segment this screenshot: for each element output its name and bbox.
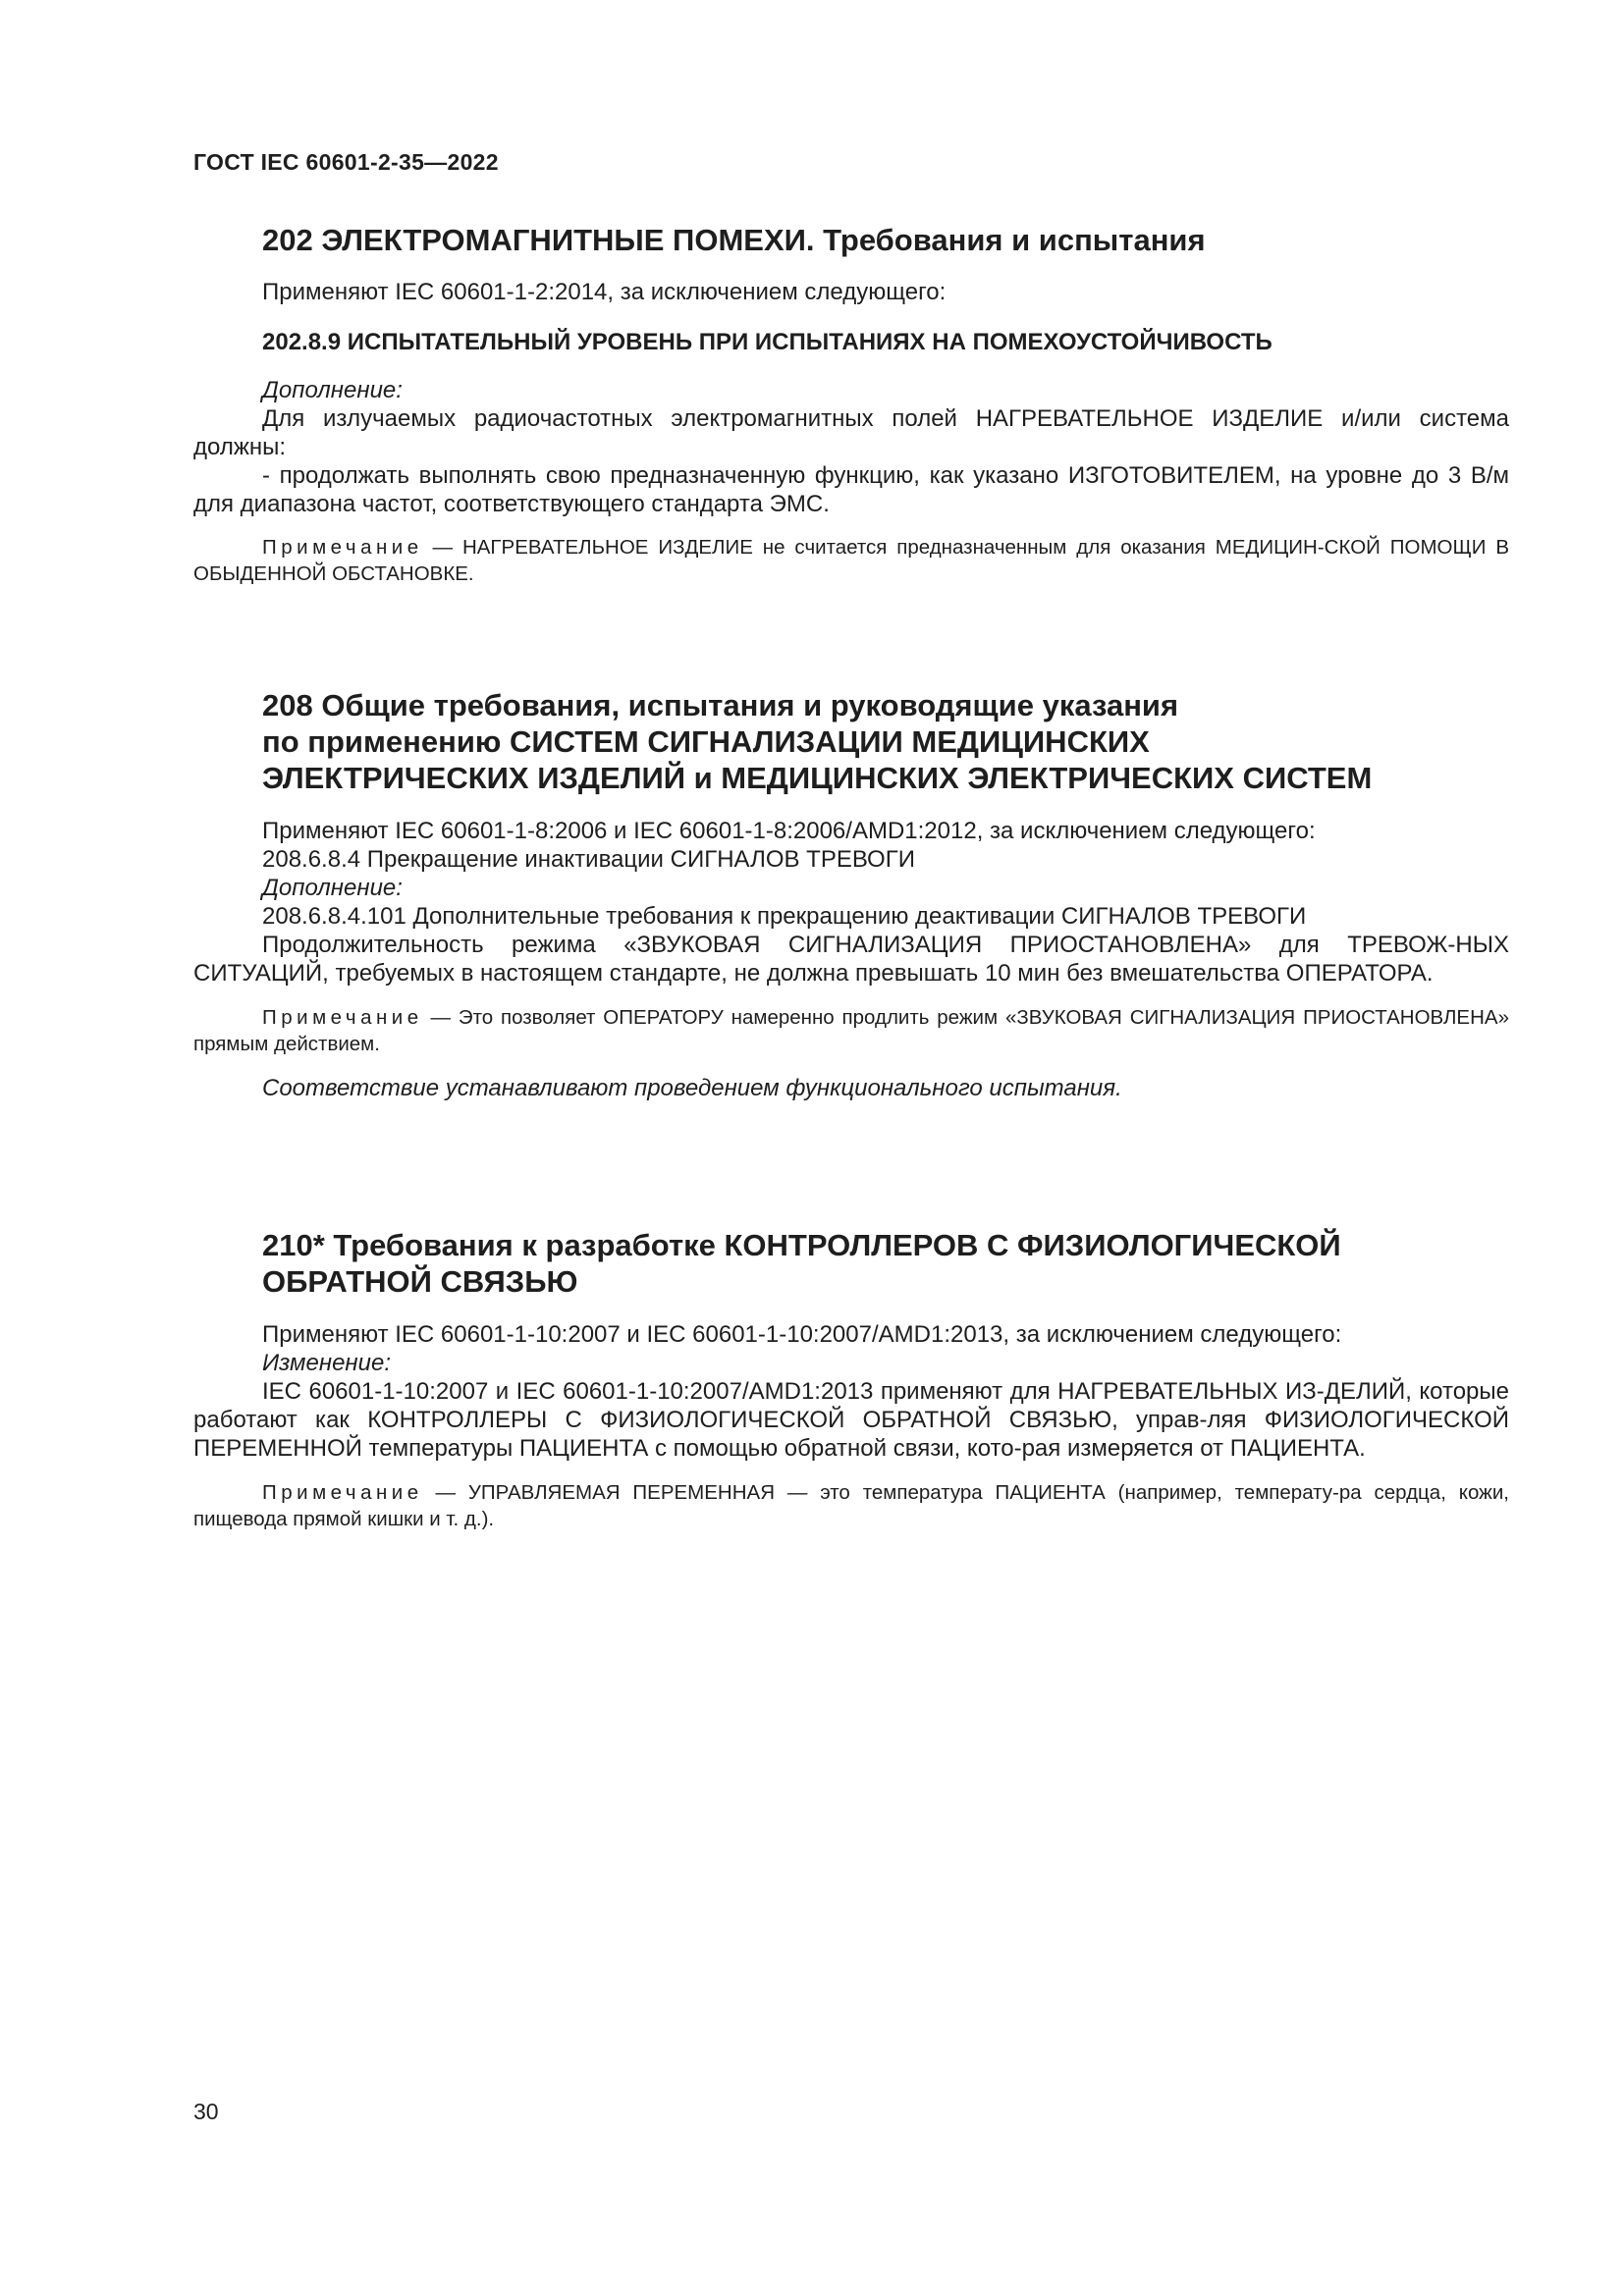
section-210-paragraph-1: IEC 60601-1-10:2007 и IEC 60601-1-10:2007/AMD1:2013 применяют для НАГРЕВАТЕЛЬНЫХ ИЗ-ДЕЛИЙ, которые работают как КОНТРОЛЛЕРЫ С ФИЗИОЛОГИЧЕСКОЙ ОБРАТНОЙ СВЯЗЬЮ, управ-ляя ФИЗИОЛОГИЧЕСКОЙ ПЕРЕМЕННОЙ температуры ПАЦИЕНТА с помощью обратной связи, кото-рая измеряется от ПАЦИЕНТА. — [193, 1378, 1509, 1462]
section-208-compliance: Соответствие устанавливают проведением функционального испытания. — [262, 1075, 1122, 1101]
section-210-note — [193, 1479, 1509, 1532]
section-202-addition-label: Дополнение: — [262, 377, 403, 403]
section-208-paragraph-1: Продолжительность режима «ЗВУКОВАЯ СИГНАЛИЗАЦИЯ ПРИОСТАНОВЛЕНА» для ТРЕВОЖ-НЫХ СИТУАЦИЙ, требуемых в настоящем стандарте, не должна превышать 10 мин без вмешательства ОПЕРАТОРА. — [193, 932, 1509, 987]
section-210-title-line-2: ОБРАТНОЙ СВЯЗЬЮ — [262, 1264, 578, 1299]
section-202 — [193, 222, 1509, 587]
note-text: — НАГРЕВАТЕЛЬНОЕ ИЗДЕЛИЕ не считается предназначенным для оказания МЕДИЦИН-СКОЙ ПОМОЩИ В ОБЫДЕННОЙ ОБСТАНОВКЕ. — [193, 536, 1509, 585]
section-208-item-2: 208.6.8.4.101 Дополнительные требования к прекращению деактивации СИГНАЛОВ ТРЕВОГИ — [262, 903, 1307, 930]
section-210-apply: Применяют IEC 60601-1-10:2007 и IEC 60601-1-10:2007/AMD1:2013, за исключением следующего: — [262, 1321, 1342, 1348]
section-202-title: 202 ЭЛЕКТРОМАГНИТНЫЕ ПОМЕХИ. Требования и испытания — [262, 223, 1206, 257]
section-202-paragraph-2: - продолжать выполнять свою предназначенную функцию, как указано ИЗГОТОВИТЕЛЕМ, на уровне до 3 В/м для диапазона частот, соответствующего стандарта ЭМС. — [193, 462, 1509, 517]
section-208-title-line-3: ЭЛЕКТРИЧЕСКИХ ИЗДЕЛИЙ и МЕДИЦИНСКИХ ЭЛЕКТРИЧЕСКИХ СИСТЕМ — [262, 761, 1373, 795]
note-label: Примечание — [262, 1481, 423, 1504]
section-208-apply: Применяют IEC 60601-1-8:2006 и IEC 60601-1-8:2006/AMD1:2012, за исключением следующего: — [262, 818, 1316, 844]
note-text: — Это позволяет ОПЕРАТОРУ намеренно продлить режим «ЗВУКОВАЯ СИГНАЛИЗАЦИЯ ПРИОСТАНОВЛЕНА» прямым действием. — [193, 1006, 1509, 1055]
subsection-202-8-9-title: 202.8.9 ИСПЫТАТЕЛЬНЫЙ УРОВЕНЬ ПРИ ИСПЫТАНИЯХ НА ПОМЕХОУСТОЙЧИВОСТЬ — [262, 329, 1272, 355]
section-202-apply: Применяют IEC 60601-1-2:2014, за исключением следующего: — [262, 279, 947, 305]
document-header: ГОСТ IEC 60601-2-35—2022 — [193, 149, 499, 175]
note-label: Примечание — [262, 1006, 423, 1029]
page-number: 30 — [193, 2099, 219, 2124]
note-label: Примечание — [262, 536, 423, 559]
note-text: — УПРАВЛЯЕМАЯ ПЕРЕМЕННАЯ — это температура ПАЦИЕНТА (например, температу-ра сердца, кожи, пищевода прямой кишки и т. д.). — [193, 1481, 1509, 1530]
section-208-addition-label: Дополнение: — [262, 875, 403, 901]
section-210 — [193, 1227, 1509, 1532]
section-210-change-label: Изменение: — [262, 1350, 391, 1376]
section-208-title-line-2: по применению СИСТЕМ СИГНАЛИЗАЦИИ МЕДИЦИНСКИХ — [262, 724, 1150, 759]
section-202-note — [193, 534, 1509, 587]
section-210-title-line-1: 210* Требования к разработке КОНТРОЛЛЕРОВ С ФИЗИОЛОГИЧЕСКОЙ — [262, 1228, 1341, 1262]
section-208 — [193, 687, 1509, 1102]
section-208-item: 208.6.8.4 Прекращение инактивации СИГНАЛОВ ТРЕВОГИ — [262, 846, 915, 873]
section-202-paragraph-1: Для излучаемых радиочастотных электромагнитных полей НАГРЕВАТЕЛЬНОЕ ИЗДЕЛИЕ и/или система должны: — [193, 405, 1509, 460]
section-208-title-line-1: 208 Общие требования, испытания и руководящие указания — [262, 688, 1179, 722]
section-208-note — [193, 1004, 1509, 1057]
